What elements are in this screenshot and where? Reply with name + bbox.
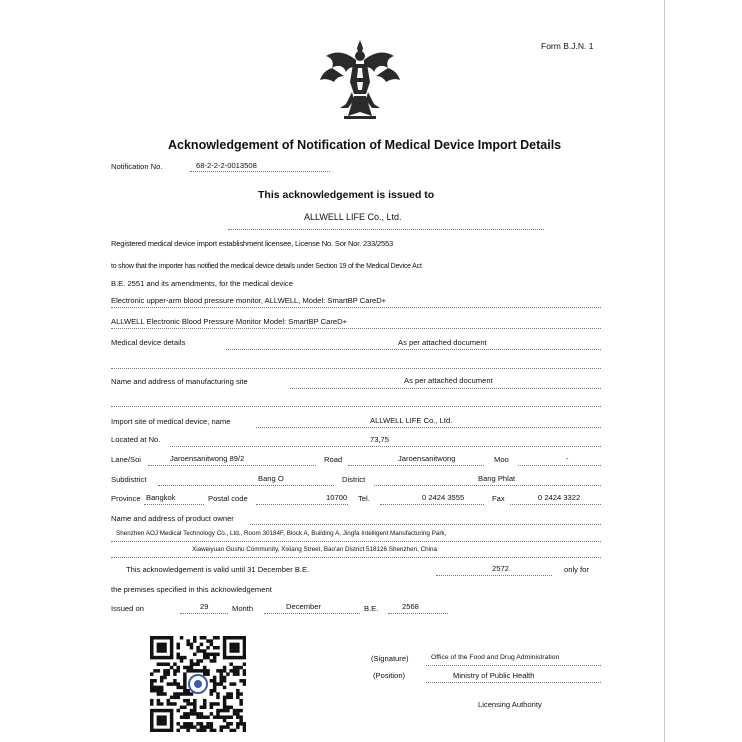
issue-year-label: B.E. [364,604,379,613]
subdistrict-value: Bang O [258,474,284,483]
phone-label: Tel. [358,494,370,503]
owner-address-line-1: Shenzhen AOJ Medical Technology Co., Ltd., Room 30184F, Block A, Building A, Jingfa Intelligent Manufacturing Park, [116,530,447,537]
premises-label: the premises specified in this acknowledgement [111,585,272,594]
body-line-2: to show that the importer has notified the medical device details under Section 19 of the Medical Device Act [111,263,422,270]
notification-no-value: 68-2-2-2-0013508 [196,161,257,170]
position-value: Ministry of Public Health [453,671,535,680]
document-page [108,0,665,742]
located-label: Located at No. [111,435,161,444]
owner-label: Name and address of product owner [111,514,234,523]
issue-day: 29 [200,602,209,611]
owner-address-line-2: Xiaweiyuan Gushu Community, Xixiang Street, Bao'an District 518126 Shenzhen, China [192,546,438,553]
issue-month-label: Month [232,604,254,613]
details-label: Medical device details [111,338,186,347]
signature-label: (Signature) [371,654,409,663]
road-value: Jaroensanitwong [398,454,456,463]
province-label: Province [111,494,141,503]
licensing-authority: Licensing Authority [478,700,542,709]
manufacturer-site-label: Name and address of manufacturing site [111,377,248,386]
qr-code-icon [150,636,246,732]
body-line-1: Registered medical device import establishment licensee, License No. Sor Nor. 233/2553 [111,239,394,248]
notification-no-label: Notification No. [111,162,163,171]
district-value: Bang Phlat [478,474,516,483]
postcode-value: 10700 [326,493,348,502]
body-line-3: B.E. 2551 and its amendments, for the medical device [111,279,293,288]
issued-to-heading: This acknowledgement is issued to [258,189,435,201]
garuda-emblem-icon [318,38,402,122]
form-number: Form B.J.N. 1 [541,41,594,51]
located-value: 73,75 [370,435,390,444]
import-site-label: Import site of medical device, name [111,417,231,426]
subdistrict-label: Subdistrict [111,475,147,484]
fax-label: Fax [492,494,505,503]
device-name-th: Electronic upper-arm blood pressure monitor, ALLWELL, Model: SmartBP CareD+ [111,296,387,305]
soi-label: Lane/Soi [111,455,141,464]
signature-value: Office of the Food and Drug Administration [431,654,560,661]
details-value: As per attached document [398,338,487,347]
moo-value: - [566,454,569,463]
fax-value: 0 2424 3322 [538,493,581,502]
import-site-value: ALLWELL LIFE Co., Ltd. [370,416,453,425]
issued-on-label: Issued on [111,604,144,613]
position-label: (Position) [373,671,406,680]
valid-only-label: only for [564,565,589,574]
device-name-en: ALLWELL Electronic Blood Pressure Monitor Model: SmartBP CareD+ [111,317,347,326]
phone-value: 0 2424 3555 [422,493,465,502]
moo-label: Moo [494,455,509,464]
document-title: Acknowledgement of Notification of Medical Device Import Details [168,138,562,152]
valid-year: 2572 [492,564,509,573]
manufacturer-site-value: As per attached document [404,376,493,385]
company-name: ALLWELL LIFE Co., Ltd. [304,212,402,222]
valid-until-label: This acknowledgement is valid until 31 December B.E. [126,565,310,574]
postcode-label: Postal code [208,494,248,503]
district-label: District [342,475,366,484]
soi-value: Jaroensanitwong 89/2 [170,454,245,463]
road-label: Road [324,455,343,464]
issue-year-value: 2568 [402,602,419,611]
issue-month-value: December [286,602,322,611]
province-value: Bangkok [146,493,176,502]
